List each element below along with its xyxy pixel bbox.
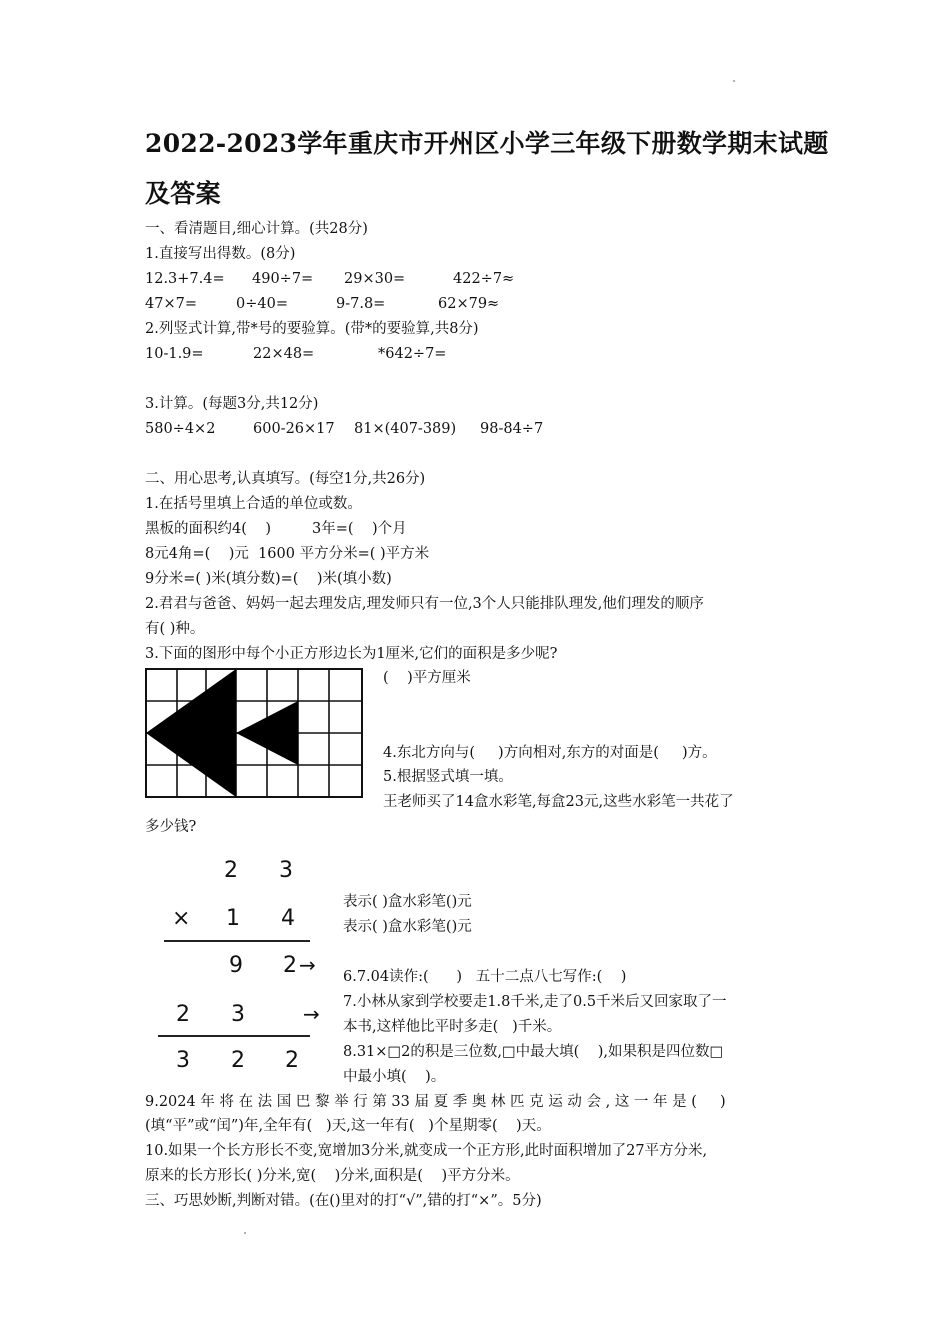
q2-item: 10-1.9= bbox=[145, 346, 204, 362]
page-title-line1: 2022-2023学年重庆市开州区小学三年级下册数学期末试题 bbox=[145, 129, 829, 158]
q1-item: 12.3+7.4= bbox=[145, 271, 225, 287]
s2-q5-line1: 王老师买了14盒水彩笔,每盒23元,这些水彩笔一共花了 bbox=[383, 794, 734, 810]
q1-label: 1.直接写出得数。(8分) bbox=[145, 246, 296, 262]
s2-q1-line3: 9分米=( )米(填分数)=( )米(填小数) bbox=[145, 571, 392, 587]
q1-item: 62×79≈ bbox=[438, 296, 500, 312]
vm-digit: 3 bbox=[176, 1048, 190, 1073]
s2-q5-show1: 表示( )盒水彩笔()元 bbox=[343, 894, 472, 910]
s2-q3-label: 3.下面的图形中每个小正方形边长为1厘米,它们的面积是多少呢? bbox=[145, 646, 558, 662]
s2-q10-line2: 原来的长方形长( )分米,宽( )分米,面积是( )平方分米。 bbox=[145, 1168, 520, 1184]
s2-q5-show2: 表示( )盒水彩笔()元 bbox=[343, 919, 472, 935]
s2-q9-line1: 9.2024 年 将 在 法 国 巴 黎 举 行 第 33 届 夏 季 奥 林 匹 克 运 动 会 , 这 一 年 是 ( ) bbox=[145, 1094, 726, 1110]
s2-q1-line1b: 3年=( )个月 bbox=[312, 521, 407, 537]
vm-digit: 2 bbox=[285, 1048, 299, 1073]
vm-digit: 2 bbox=[231, 1048, 245, 1073]
grid-figure bbox=[145, 667, 365, 800]
q1-item: 0÷40= bbox=[236, 296, 288, 312]
vm-digit: 2 bbox=[224, 858, 238, 883]
q1-item: 29×30= bbox=[344, 271, 406, 287]
vm-arrow: → bbox=[303, 1002, 320, 1026]
q1-item: 9-7.8= bbox=[336, 296, 386, 312]
q3-item: 580÷4×2 bbox=[145, 421, 216, 437]
s2-q8-line1: 8.31×□2的积是三位数,□中最大填( ),如果积是四位数□ bbox=[343, 1044, 724, 1060]
s2-q1-label: 1.在括号里填上合适的单位或数。 bbox=[145, 496, 362, 512]
s2-q3-answer: ( )平方厘米 bbox=[383, 670, 471, 686]
q3-item: 98-84÷7 bbox=[480, 421, 544, 437]
s2-q4: 4.东北方向与( )方向相对,东方的对面是( )方。 bbox=[383, 745, 717, 761]
page-title-line2: 及答案 bbox=[145, 179, 221, 208]
s2-q1-line1a: 黑板的面积约4( ) bbox=[145, 521, 271, 537]
section3-heading: 三、巧思妙断,判断对错。(在()里对的打“√”,错的打“×”。5分) bbox=[145, 1193, 542, 1209]
s2-q1-line2: 8元4角=( )元 1600 平方分米=( )平方米 bbox=[145, 546, 430, 562]
s2-q5-line2: 多少钱? bbox=[145, 819, 197, 835]
q1-item: 422÷7≈ bbox=[453, 271, 515, 287]
q3-item: 600-26×17 bbox=[253, 421, 335, 437]
vm-digit: 9 bbox=[229, 953, 243, 978]
q1-item: 47×7= bbox=[145, 296, 197, 312]
vm-digit: 2 bbox=[176, 1002, 190, 1027]
vm-digit: 4 bbox=[281, 906, 295, 931]
vm-line bbox=[158, 1035, 310, 1037]
q2-label: 2.列竖式计算,带*号的要验算。(带*的要验算,共8分) bbox=[145, 321, 479, 337]
q2-item: 22×48= bbox=[253, 346, 315, 362]
scan-dot-top bbox=[733, 80, 735, 82]
large-triangle bbox=[146, 669, 236, 797]
s2-q2-line2: 有( )种。 bbox=[145, 621, 205, 637]
s2-q7-line2: 本书,这样他比平时多走( )千米。 bbox=[343, 1019, 562, 1035]
q2-item: *642÷7= bbox=[378, 346, 447, 362]
q3-item: 81×(407-389) bbox=[354, 421, 457, 437]
s2-q5-label: 5.根据竖式填一填。 bbox=[383, 769, 513, 785]
s2-q9-line2: (填“平”或“闰”)年,全年有( )天,这一年有( )个星期零( )天。 bbox=[145, 1118, 551, 1134]
vm-digit: 3 bbox=[279, 858, 293, 883]
vm-digit: 1 bbox=[226, 906, 240, 931]
s2-q6: 6.7.04读作:( ) 五十二点八七写作:( ) bbox=[343, 969, 627, 985]
vm-digit: 2 bbox=[283, 953, 297, 978]
vm-digit: 3 bbox=[231, 1002, 245, 1027]
scan-dot-bottom bbox=[244, 1232, 246, 1234]
s2-q10-line1: 10.如果一个长方形长不变,宽增加3分米,就变成一个正方形,此时面积增加了27平方分米, bbox=[145, 1143, 708, 1159]
vm-arrow: → bbox=[299, 953, 316, 977]
s2-q8-line2: 中最小填( )。 bbox=[343, 1069, 446, 1085]
vm-operator: × bbox=[172, 906, 191, 931]
q1-item: 490÷7= bbox=[252, 271, 314, 287]
vm-line bbox=[164, 940, 310, 942]
section2-heading: 二、用心思考,认真填写。(每空1分,共26分) bbox=[145, 471, 426, 487]
s2-q2-line1: 2.君君与爸爸、妈妈一起去理发店,理发师只有一位,3个人只能排队理发,他们理发的顺序 bbox=[145, 596, 704, 612]
section1-heading: 一、看清题目,细心计算。(共28分) bbox=[145, 221, 368, 237]
q3-label: 3.计算。(每题3分,共12分) bbox=[145, 396, 319, 412]
s2-q7-line1: 7.小林从家到学校要走1.8千米,走了0.5千米后又回家取了一 bbox=[343, 994, 727, 1010]
